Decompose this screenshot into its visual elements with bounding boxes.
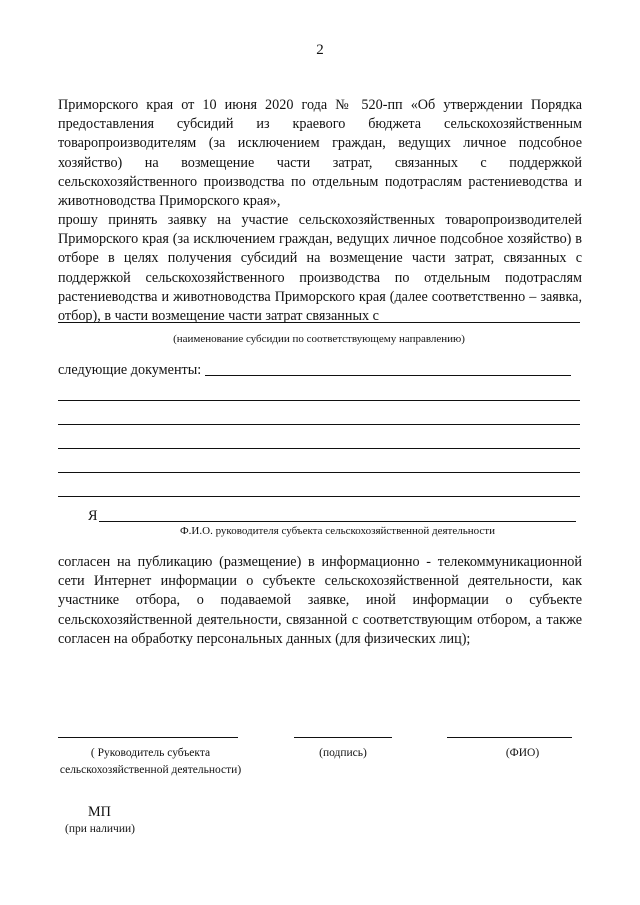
page-number: 2 <box>316 42 324 58</box>
consent-line: сельскохозяйственной деятельности, связанной с соответствующим отбором, а также <box>58 611 582 628</box>
head-caption-line: ( Руководитель субъекта <box>90 747 211 759</box>
intro-line: хозяйство) на возмещение части затрат, связанных с поддержкой <box>58 154 582 171</box>
consent-line: согласен на публикацию (размещение) в информационно - телекоммуникационной <box>58 554 582 570</box>
request-line: прошу принять заявку на участие сельскохозяйственных товаропроизводителей <box>58 212 582 228</box>
subsidy-caption: (наименование субсидии по соответствующему направлению) <box>173 333 465 345</box>
consent-line: сети Интернет информации о субъекте сельскохозяйственной деятельности, как <box>58 573 582 590</box>
fio-sign-line[interactable] <box>447 737 572 738</box>
request-line: поддержкой сельскохозяйственного производства по отдельным подотраслям <box>58 269 582 286</box>
intro-paragraph <box>58 96 582 211</box>
documents-label: следующие документы: <box>58 362 202 378</box>
documents-line[interactable] <box>58 400 580 401</box>
intro-line: товаропроизводителям (за исключением граждан, ведущих личное подсобное <box>58 135 582 152</box>
documents-line[interactable] <box>58 448 580 449</box>
fio-line[interactable] <box>99 521 576 522</box>
consent-line: согласен на обработку персональных данных (для физических лиц); <box>58 630 471 647</box>
documents-line[interactable] <box>205 375 571 376</box>
consent-paragraph <box>58 553 582 649</box>
request-line: отборе в целях получения субсидий на возмещение части затрат, связанных с <box>58 250 582 267</box>
fio-sign-caption: (ФИО) <box>505 747 540 759</box>
request-line: отбор), в части возмещение части затрат связанных с <box>58 308 379 325</box>
mp-note: (при наличии) <box>65 823 135 835</box>
intro-line: животноводства Приморского края», <box>58 193 281 210</box>
request-line: растениеводства и животноводства Приморского края (далее соответственно – заявка, <box>58 288 582 305</box>
sign-caption: (подпись) <box>319 747 367 759</box>
documents-line[interactable] <box>58 496 580 497</box>
sign-line[interactable] <box>294 737 392 738</box>
consent-line: участнике отбора, о подаваемой заявке, иной информации о субъекте <box>58 592 582 609</box>
request-paragraph <box>58 211 582 326</box>
head-signature-line[interactable] <box>58 737 238 738</box>
intro-line: предоставления субсидий из краевого бюджета сельскохозяйственным <box>58 116 582 133</box>
mp-label: МП <box>88 804 111 820</box>
documents-line[interactable] <box>58 472 580 473</box>
fio-caption: Ф.И.О. руководителя субъекта сельскохозяйственной деятельности <box>179 525 495 537</box>
request-line: Приморского края (за исключением граждан, ведущих личное подсобное хозяйство) в <box>58 231 582 248</box>
head-caption <box>48 745 253 779</box>
subsidy-name-line[interactable] <box>58 322 580 323</box>
ya-label: Я <box>88 508 98 524</box>
documents-line[interactable] <box>58 424 580 425</box>
intro-line: сельскохозяйственного производства по отдельным подотраслям растениеводства и <box>58 173 582 190</box>
intro-line: Приморского края от 10 июня 2020 года № 520-пп «Об утверждении Порядка <box>58 97 582 113</box>
head-caption-line: сельскохозяйственной деятельности) <box>59 764 242 776</box>
